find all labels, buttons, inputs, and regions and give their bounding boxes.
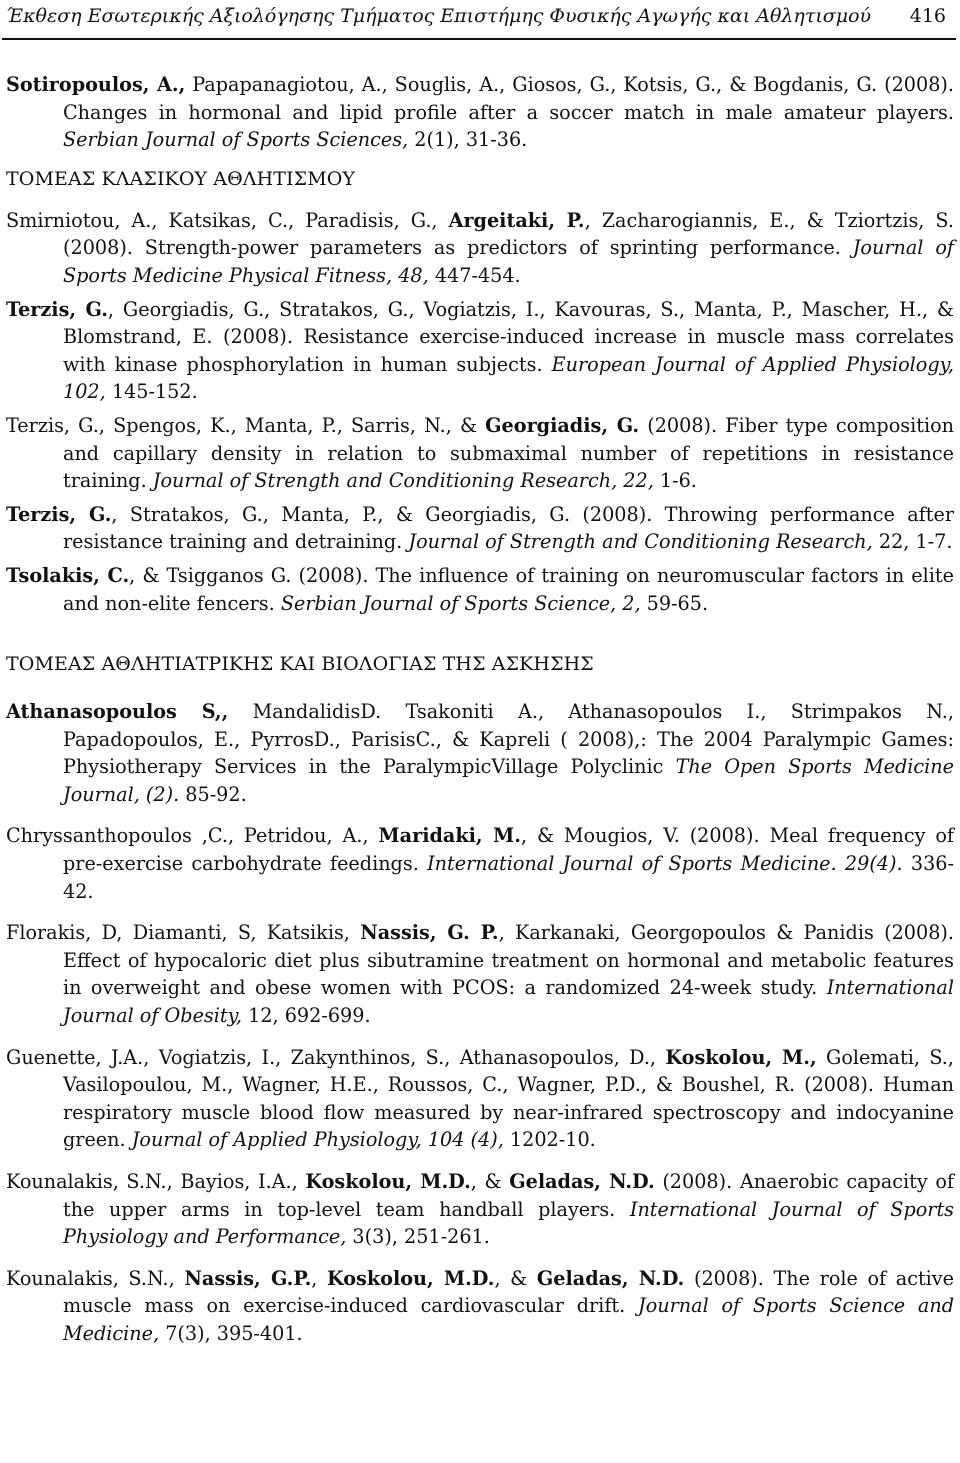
ref-journal: International Journal of Sports Medicine. 29(4). (427, 852, 903, 876)
reference-entry (6, 71, 954, 154)
reference-entry (6, 501, 954, 556)
reference-entry (6, 412, 954, 495)
page-header (6, 2, 946, 36)
ref-text: , & Mougios, V. (2008). Meal frequency of pre-exercise carbohydrate feedings. (63, 824, 954, 876)
ref-text: Terzis, G., Spengos, K., Manta, P., Sarris, N., & (6, 413, 486, 437)
ref-text: , & Tsigganos G. (2008). The influence of training on neuromuscular factors in elite and non-elite fencers. (63, 563, 954, 615)
ref-text: Smirniotou, A., Katsikas, C., Paradisis, G., (6, 208, 449, 232)
ref-authors-bold: Koskolou, M., (665, 1045, 817, 1069)
ref-tail: 145-152. (105, 380, 198, 404)
reference-entry (6, 207, 954, 290)
ref-journal: Journal of Applied Physiology, 104 (4), (131, 1128, 504, 1152)
ref-authors-bold: Tsolakis, C. (6, 563, 130, 587)
ref-tail: 7(3), 395-401. (159, 1321, 303, 1345)
ref-authors-bold: Terzis, G. (6, 297, 108, 321)
ref-text: , (311, 1266, 327, 1290)
ref-text: , Stratakos, G., Manta, P., & Georgiadis, G. (2008). Throwing performance after resistance training and detraining. (63, 502, 955, 554)
reference-entry (6, 296, 954, 406)
reference-entry (6, 1044, 954, 1154)
section-heading: ΤΟΜΕΑΣ ΑΘΛΗΤΙΑΤΡΙΚΗΣ ΚΑΙ ΒΙΟΛΟΓΙΑΣ ΤΗΣ ΑΣΚΗΣΗΣ (6, 653, 594, 676)
ref-journal: European Journal of Applied Physiology, 102, (63, 352, 954, 404)
ref-tail: 1202-10. (503, 1128, 596, 1152)
ref-journal: Serbian Journal of Sports Science, 2, (280, 591, 641, 615)
references-body (6, 71, 954, 1356)
running-title: Έκθεση Εσωτερικής Αξιολόγησης Τμήματος Επιστήμης Φυσικής Αγωγής και Αθλητισμού (6, 5, 872, 27)
ref-authors-bold: Geladas, N.D. (509, 1170, 655, 1193)
ref-tail: 12, 692-699. (242, 1004, 371, 1028)
ref-authors-bold: Nassis, G. P. (360, 921, 499, 945)
ref-text: MandalidisD. Tsakoniti A., Athanasopoulos I., Strimpakos N., Papadopoulos, E., PyrrosD., ParisisC., & Kapreli ( 2008),: The 2004 Paralympic Games: Physiotherapy Services in the ParalympicVillage Polyclinic (63, 700, 954, 779)
reference-entry (6, 698, 954, 808)
ref-text: Kounalakis, S.N., (6, 1266, 185, 1290)
ref-tail: 447-454. (428, 263, 521, 287)
ref-authors-bold: Athanasopoulos S,, (6, 700, 229, 724)
ref-text: Guenette, J.A., Vogiatzis, I., Zakynthinos, S., Athanasopoulos, D., (6, 1045, 666, 1069)
ref-tail: 336-42. (63, 852, 954, 903)
ref-text: Golemati, S., Vasilopoulou, M., Wagner, H.E., Roussos, C., Wagner, P.D., & Boushel, R. (2008). Human respiratory muscle blood flow measured by near-infrared spectroscopy and indocyanine green. (63, 1045, 954, 1152)
ref-tail: 1-6. (653, 469, 697, 493)
ref-tail: 3(3), 251-261. (346, 1225, 490, 1249)
ref-journal: International Journal of Sports Physiology and Performance, (63, 1197, 955, 1249)
ref-text: , & (494, 1266, 537, 1290)
ref-tail: 22, 1-7. (872, 530, 953, 554)
ref-journal: The Open Sports Medicine Journal, (2). (63, 755, 954, 806)
reference-entry (6, 919, 954, 1029)
ref-authors-bold: Terzis, G. (6, 502, 112, 526)
ref-authors-bold: Koskolou, M.D. (327, 1266, 495, 1290)
ref-journal: Journal of Strength and Conditioning Research, (408, 530, 873, 554)
section-heading: ΤΟΜΕΑΣ ΚΛΑΣΙΚΟΥ ΑΘΛΗΤΙΣΜΟΥ (6, 167, 356, 190)
ref-authors-bold: Maridaki, M. (378, 824, 521, 848)
ref-text: Florakis, D, Diamanti, S, Katsikis, (6, 921, 361, 945)
ref-tail: 2(1), 31-36. (408, 128, 528, 152)
reference-entry (6, 562, 954, 617)
header-divider (2, 38, 956, 40)
ref-text: , Zacharogiannis, E., & Tziortzis, S. (2008). Strength-power parameters as predictors of sprinting performance. (63, 208, 954, 260)
ref-text: Kounalakis, S.N., Bayios, I.A., (6, 1170, 306, 1193)
page-number: 416 (909, 5, 946, 27)
ref-text: , Karkanaki, Georgopoulos & Panidis (2008). Effect of hypocaloric diet plus sibutramine treatment on hormonal and metabolic features in overweight and obese women with PCOS: a randomized 24-week study. (63, 921, 954, 1000)
ref-tail: 85-92. (179, 782, 247, 806)
ref-text: Papapanagiotou, A., Souglis, A., Giosos, G., Kotsis, G., & Bogdanis, G. (2008). Changes in hormonal and lipid profile after a soccer match in male amateur players. (63, 73, 954, 124)
reference-entry (6, 1265, 954, 1348)
ref-text: (2008). The role of active muscle mass on exercise-induced cardiovascular drift. (63, 1266, 955, 1318)
reference-entry (6, 1168, 954, 1251)
ref-tail: 59-65. (640, 591, 709, 615)
ref-authors-bold: Nassis, G.P. (184, 1266, 312, 1290)
ref-journal: Journal of Strength and Conditioning Research, 22, (152, 469, 654, 493)
ref-authors-bold: Sotiropoulos, A., (6, 73, 186, 96)
ref-journal: Serbian Journal of Sports Sciences, (63, 128, 409, 152)
ref-text: Chryssanthopoulos ,C., Petridou, A., (6, 824, 379, 848)
ref-journal: Journal of Sports Medicine Physical Fitness, 48, (63, 236, 954, 287)
ref-journal: International Journal of Obesity, (63, 976, 954, 1028)
ref-text: , & (470, 1170, 510, 1193)
ref-text: (2008). Anaerobic capacity of the upper arms in top-level team handball players. (63, 1170, 954, 1221)
ref-authors-bold: Koskolou, M.D. (305, 1170, 471, 1193)
reference-entry (6, 822, 954, 905)
ref-authors-bold: Geladas, N.D. (536, 1266, 685, 1290)
ref-text: (2008). Fiber type composition and capillary density in relation to submaximal number of repetitions in resistance training. (63, 413, 954, 493)
ref-authors-bold: Georgiadis, G. (485, 413, 640, 437)
ref-text: , Georgiadis, G., Stratakos, G., Vogiatzis, I., Kavouras, S., Manta, P., Mascher, H., & Blomstrand, E. (2008). Resistance exercise-induced increase in muscle mass correlates with kinase phosphorylation in human subjects. (63, 297, 955, 376)
ref-authors-bold: Argeitaki, P. (448, 208, 585, 232)
ref-journal: Journal of Sports Science and Medicine, (63, 1294, 954, 1345)
